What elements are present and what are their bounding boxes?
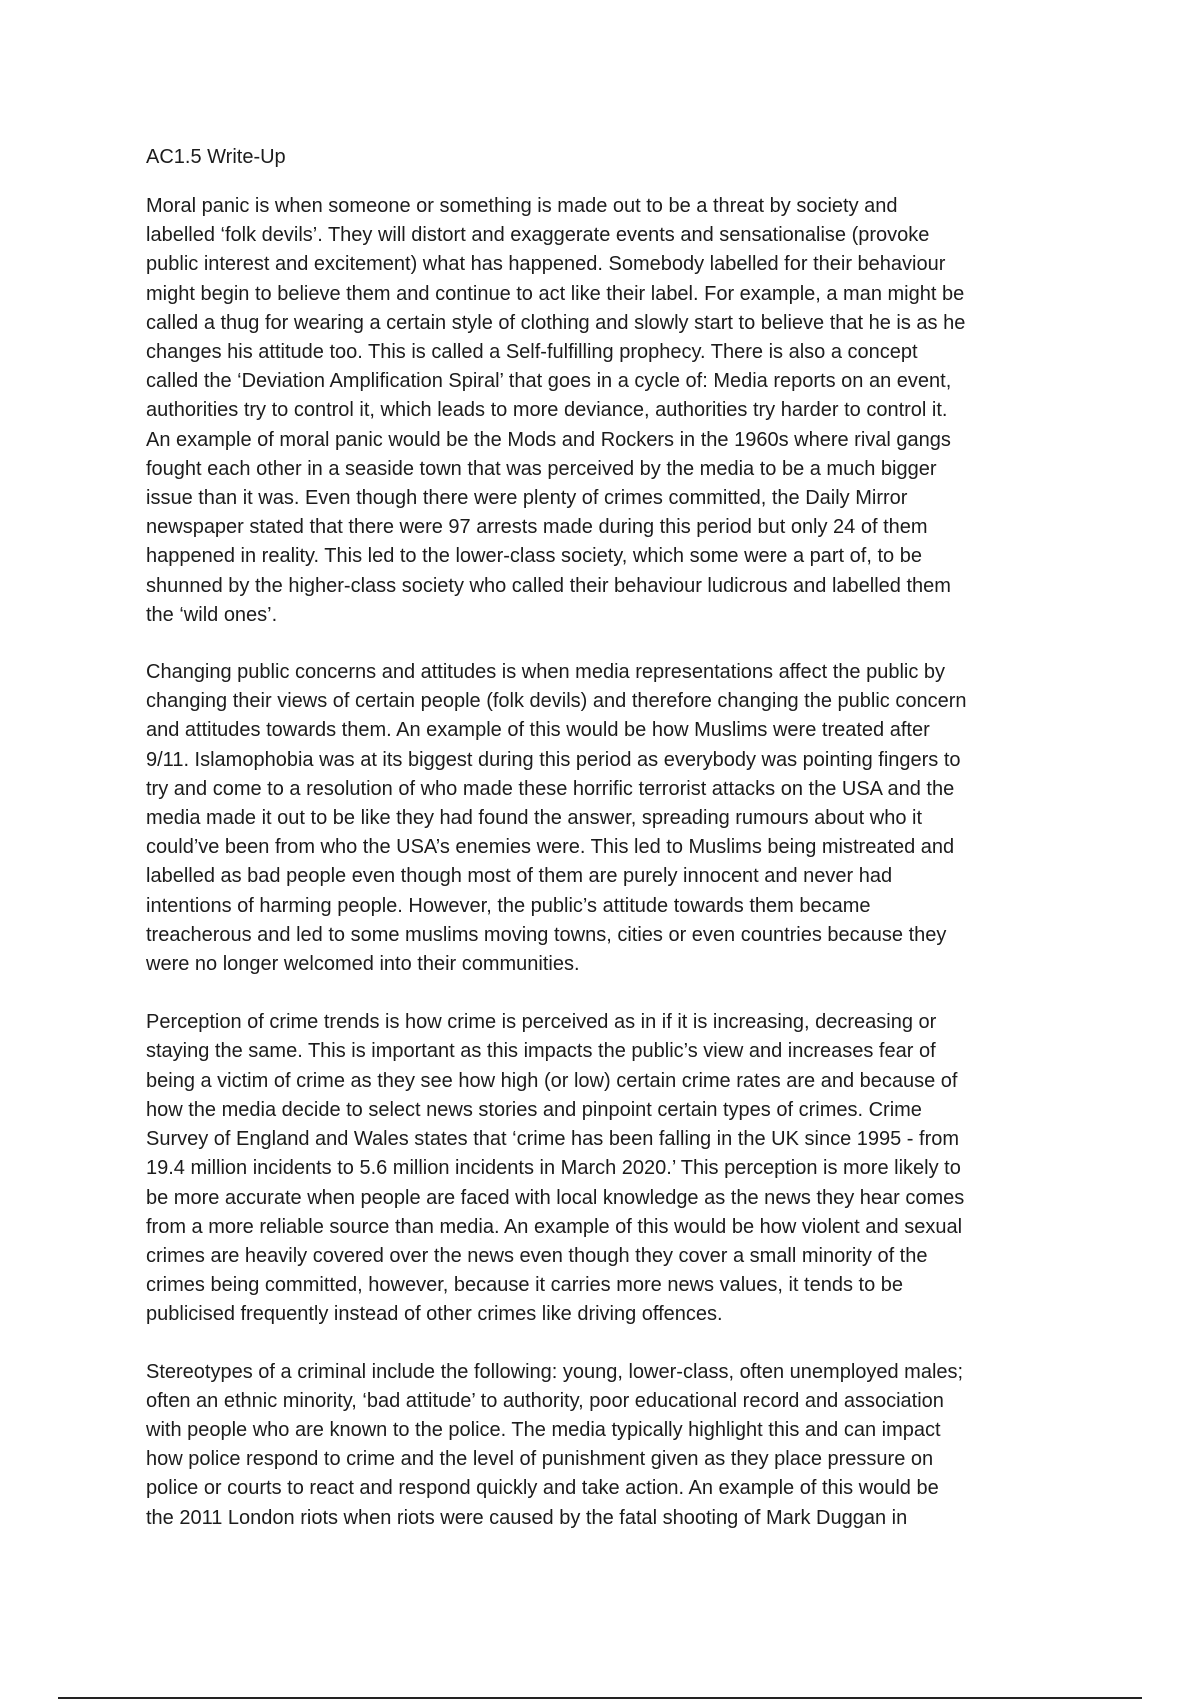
text-line: Changing public concerns and attitudes is when media representations affect the public by <box>146 661 946 684</box>
paragraph-crime-trends <box>146 1008 1066 1329</box>
document-title: AC1.5 Write-Up <box>146 146 286 168</box>
text-line: fought each other in a seaside town that was perceived by the media to be a much bigger <box>146 457 937 480</box>
text-line: issue than it was. Even though there were plenty of crimes committed, the Daily Mirror <box>146 487 908 510</box>
text-line: 9/11. Islamophobia was at its biggest during this period as everybody was pointing fingers to <box>146 748 961 771</box>
text-line: crimes being committed, however, because it carries more news values, it tends to be <box>146 1274 904 1297</box>
text-line: authorities try to control it, which leads to more deviance, authorities try harder to control it. <box>146 399 948 422</box>
text-line: try and come to a resolution of who made these horrific terrorist attacks on the USA and the <box>146 777 955 800</box>
text-line: from a more reliable source than media. An example of this would be how violent and sexual <box>146 1215 963 1238</box>
text-line: Stereotypes of a criminal include the following: young, lower-class, often unemployed males; <box>146 1360 964 1383</box>
text-line: newspaper stated that there were 97 arrests made during this period but only 24 of them <box>146 516 928 539</box>
text-line: changing their views of certain people (folk devils) and therefore changing the public concern <box>146 690 967 713</box>
text-line: public interest and excitement) what has happened. Somebody labelled for their behaviour <box>146 253 946 276</box>
text-line: be more accurate when people are faced with local knowledge as the news they hear comes <box>146 1186 965 1209</box>
text-line: the 2011 London riots when riots were caused by the fatal shooting of Mark Duggan in <box>146 1506 908 1529</box>
text-line: often an ethnic minority, ‘bad attitude’ to authority, poor educational record and association <box>146 1389 944 1412</box>
text-line: the ‘wild ones’. <box>146 603 278 626</box>
text-line: how police respond to crime and the level of punishment given as they place pressure on <box>146 1448 934 1471</box>
text-line: changes his attitude too. This is called a Self-fulfilling prophecy. There is also a concept <box>146 341 918 364</box>
text-line: staying the same. This is important as this impacts the public’s view and increases fear of <box>146 1040 936 1063</box>
text-line: 19.4 million incidents to 5.6 million incidents in March 2020.’ This perception is more likely to <box>146 1157 961 1180</box>
page-bottom-divider <box>58 1697 1142 1699</box>
text-line: and attitudes towards them. An example of this would be how Muslims were treated after <box>146 719 930 742</box>
text-line: happened in reality. This led to the lower-class society, which some were a part of, to be <box>146 545 922 568</box>
text-line: with people who are known to the police. The media typically highlight this and can impact <box>146 1418 941 1441</box>
text-line: publicised frequently instead of other crimes like driving offences. <box>146 1303 723 1326</box>
paragraph-moral-panic <box>146 192 1066 630</box>
text-line: Perception of crime trends is how crime is perceived as in if it is increasing, decreasing or <box>146 1011 937 1034</box>
text-line: could’ve been from who the USA’s enemies were. This led to Muslims being mistreated and <box>146 836 955 859</box>
text-line: might begin to believe them and continue to act like their label. For example, a man might be <box>146 282 965 305</box>
text-line: Moral panic is when someone or something is made out to be a threat by society and <box>146 195 898 217</box>
document-page <box>146 143 1066 1533</box>
paragraph-stereotypes <box>146 1358 1066 1533</box>
text-line: Survey of England and Wales states that ‘crime has been falling in the UK since 1995 - from <box>146 1128 960 1151</box>
text-line: were no longer welcomed into their communities. <box>146 953 580 976</box>
text-line: labelled ‘folk devils’. They will distort and exaggerate events and sensationalise (provoke <box>146 224 930 247</box>
text-line: shunned by the higher-class society who called their behaviour ludicrous and labelled them <box>146 574 951 597</box>
text-line: An example of moral panic would be the Mods and Rockers in the 1960s where rival gangs <box>146 428 951 451</box>
text-line: called the ‘Deviation Amplification Spiral’ that goes in a cycle of: Media reports on an event, <box>146 370 952 393</box>
text-line: intentions of harming people. However, the public’s attitude towards them became <box>146 894 871 917</box>
text-line: how the media decide to select news stories and pinpoint certain types of crimes. Crime <box>146 1098 922 1121</box>
text-line: being a victim of crime as they see how high (or low) certain crime rates are and because of <box>146 1069 958 1092</box>
text-line: crimes are heavily covered over the news even though they cover a small minority of the <box>146 1244 928 1267</box>
text-line: labelled as bad people even though most of them are purely innocent and never had <box>146 865 893 888</box>
text-line: called a thug for wearing a certain style of clothing and slowly start to believe that he is as he <box>146 311 966 334</box>
text-line: treacherous and led to some muslims moving towns, cities or even countries because they <box>146 923 947 946</box>
text-line: police or courts to react and respond quickly and take action. An example of this would be <box>146 1477 939 1500</box>
paragraph-public-concerns <box>146 658 1066 979</box>
text-line: media made it out to be like they had found the answer, spreading rumours about who it <box>146 807 923 830</box>
